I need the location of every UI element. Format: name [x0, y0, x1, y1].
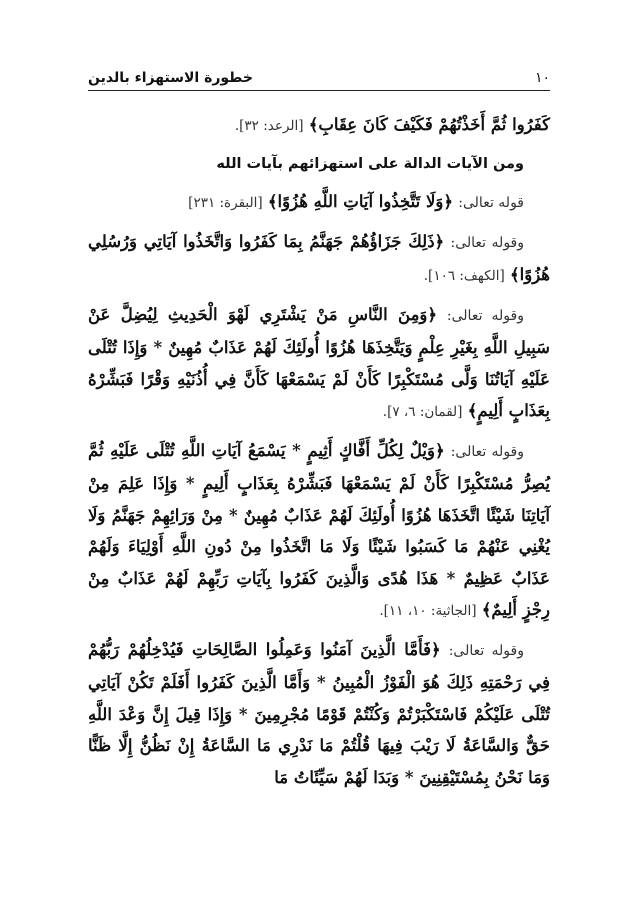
verse-intro: وقوله تعالى:: [450, 234, 525, 251]
running-header: [88, 68, 550, 91]
verse-paragraph-3: [88, 226, 550, 293]
verse-citation: [الكهف: ١٠٦].: [423, 268, 505, 284]
verse-paragraph-4: [88, 299, 550, 429]
quran-verse: ﴿وَيْلٌ لِكُلِّ أَفَّاكٍ أَثِيمٍ * يَسْمَعُ آيَاتِ اللَّهِ تُتْلَى عَلَيْهِ ثُمَّ يُصِرُّ مُسْتَكْبِرًا كَأَنْ لَمْ يَسْمَعْهَا فَبَشِّرْهُ بِعَذَابٍ أَلِيمٍ * وَإِذَا عَلِمَ مِنْ آيَاتِنَا شَيْئًا اتَّخَذَهَا هُزُوًا أُولَئِكَ لَهُمْ عَذَابٌ مُهِينٌ * مِنْ وَرَائِهِمْ جَهَنَّمُ وَلَا يُغْنِي عَنْهُمْ مَا كَسَبُوا شَيْئًا وَلَا مَا اتَّخَذُوا مِنْ دُونِ اللَّهِ أَوْلِيَاءَ وَلَهُمْ عَذَابٌ عَظِيمٌ * هَذَا هُدًى وَالَّذِينَ كَفَرُوا بِآيَاتِ رَبِّهِمْ لَهُمْ عَذَابٌ مِنْ رِجْزٍ أَلِيمٌ﴾: [88, 440, 550, 619]
verse-citation: [الجاثية: ١٠، ١١].: [379, 603, 477, 619]
verse-intro: قوله تعالى:: [458, 195, 524, 211]
quran-verse: ﴿فَأَمَّا الَّذِينَ آمَنُوا وَعَمِلُوا الصَّالِحَاتِ فَيُدْخِلُهُمْ رَبُّهُمْ فِي رَحْمَتِهِ ذَلِكَ هُوَ الْفَوْزُ الْمُبِينُ * وَأَمَّا الَّذِينَ كَفَرُوا أَفَلَمْ تَكُنْ آيَاتِي تُتْلَى عَلَيْكُمْ فَاسْتَكْبَرْتُمْ وَكُنْتُمْ قَوْمًا مُجْرِمِينَ * وَإِذَا قِيلَ إِنَّ وَعْدَ اللَّهِ حَقٌّ وَالسَّاعَةُ لَا رَيْبَ فِيهَا قُلْتُمْ مَا نَدْرِي مَا السَّاعَةُ إِنْ نَظُنُّ إِلَّا ظَنًّا وَمَا نَحْنُ بِمُسْتَيْقِنِينَ * وَبَدَا لَهُمْ سَيِّئَاتُ مَا: [88, 639, 550, 787]
page-body: [88, 109, 550, 795]
verse-intro: وقوله تعالى:: [450, 443, 525, 460]
quran-verse: ﴿وَمِنَ النَّاسِ مَنْ يَشْتَرِي لَهْوَ الْحَدِيثِ لِيُضِلَّ عَنْ سَبِيلِ اللَّهِ بِغَيْرِ عِلْمٍ وَيَتَّخِذَهَا هُزُوًا أُولَئِكَ لَهُمْ عَذَابٌ مُهِينٌ * وَإِذَا تُتْلَى عَلَيْهِ آيَاتُنَا وَلَّى مُسْتَكْبِرًا كَأَنْ لَمْ يَسْمَعْهَا كَأَنَّ فِي أُذُنَيْهِ وَقْرًا فَبَشِّرْهُ بِعَذَابٍ أَلِيمٍ﴾: [88, 304, 550, 420]
verse-intro: وقوله تعالى:: [446, 307, 524, 324]
quran-verse: ﴿وَلَا تَتَّخِذُوا آيَاتِ اللَّهِ هُزُوًا﴾: [267, 192, 454, 211]
section-heading: ومن الآيات الدالة على استهزائهم بآيات الله: [216, 155, 524, 172]
header-title: خطورة الاستهزاء بالدين: [88, 70, 253, 86]
verse-paragraph-1: [88, 109, 550, 143]
verse-paragraph-2: [88, 186, 550, 220]
verse-citation: [البقرة: ٢٣١]: [188, 195, 263, 211]
book-page: [88, 68, 550, 808]
page-number: ١٠: [534, 70, 550, 86]
verse-intro: وقوله تعالى:: [448, 642, 524, 659]
verse-citation: [لقمان: ٦، ٧].: [382, 404, 463, 420]
verse-citation: [الرعد: ٣٢].: [234, 118, 304, 134]
quran-verse: كَفَرُوا ثُمَّ أَخَذْتُهُمْ فَكَيْفَ كَانَ عِقَابِ﴾: [308, 115, 550, 134]
verse-paragraph-6: [88, 634, 550, 796]
quran-verse: ﴿ذَلِكَ جَزَاؤُهُمْ جَهَنَّمُ بِمَا كَفَرُوا وَاتَّخَذُوا آيَاتِي وَرُسُلِي هُزُوًا﴾: [88, 231, 550, 284]
verse-paragraph-5: [88, 435, 550, 628]
